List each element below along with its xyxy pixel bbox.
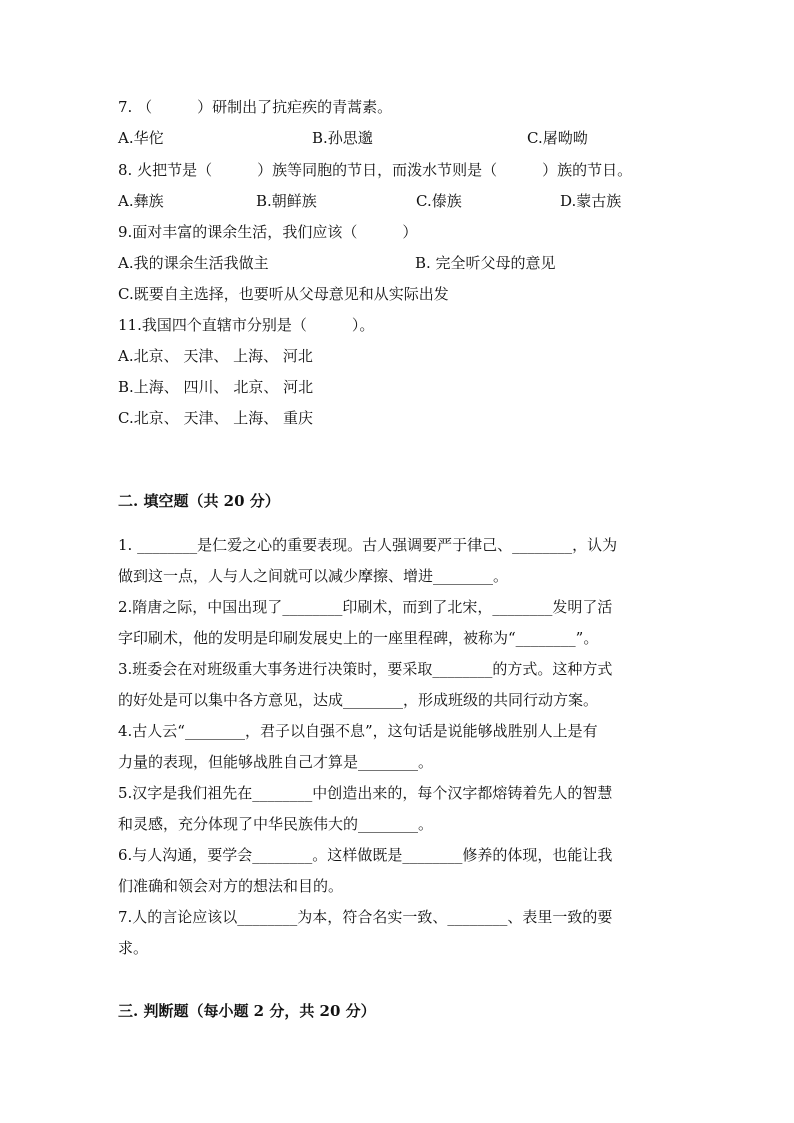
fill-line: 们准确和领会对方的想法和目的。	[118, 877, 344, 895]
fill-line: 7.人的言论应该以________为本，符合名实一致、________、表里一致的要	[118, 908, 613, 926]
fill-line: 3.班委会在对班级重大事务进行决策时，要采取________的方式。这种方式	[118, 660, 613, 678]
q9-option-b: B. 完全听父母的意见	[415, 254, 556, 272]
section-3-title: 三. 判断题（每小题 2 分，共 20 分）	[118, 1002, 376, 1020]
q7-option-a: A.华佗	[118, 129, 164, 147]
fill-line: 4.古人云“________，君子以自强不息”，这句话是说能够战胜别人上是有	[118, 722, 598, 740]
q7-option-c: C.屠呦呦	[527, 129, 588, 147]
fill-line: 2.隋唐之际，中国出现了________印刷术，而到了北宋，________发明了活	[118, 598, 613, 616]
question-9: 9.面对丰富的课余生活，我们应该（ ）	[118, 223, 418, 241]
fill-line: 6.与人沟通，要学会________。这样做既是________修养的体现，也能让我	[118, 846, 613, 864]
question-11: 11.我国四个直辖市分别是（ ）。	[118, 316, 375, 334]
q8-option-a: A.彝族	[118, 192, 164, 210]
q8-option-b: B.朝鲜族	[256, 192, 317, 210]
fill-line: 力量的表现，但能够战胜自己才算是________。	[118, 753, 434, 771]
q11-option-c: C.北京、 天津、 上海、 重庆	[118, 409, 314, 427]
question-7: 7. （ ）研制出了抗疟疾的青蒿素。	[118, 98, 393, 116]
q8-option-d: D.蒙古族	[560, 192, 622, 210]
fill-line: 5.汉字是我们祖先在________中创造出来的，每个汉字都熔铸着先人的智慧	[118, 784, 613, 802]
q9-option-c: C.既要自主选择，也要听从父母意见和从实际出发	[118, 285, 449, 303]
fill-line: 求。	[118, 939, 149, 957]
question-8: 8. 火把节是（ ）族等同胞的节日，而泼水节则是（ ）族的节日。	[118, 161, 633, 179]
fill-line: 和灵感，充分体现了中华民族伟大的________。	[118, 815, 434, 833]
q7-option-b: B.孙思邈	[312, 129, 373, 147]
fill-line: 1. ________是仁爱之心的重要表现。古人强调要严于律己、________，认为	[118, 536, 618, 554]
fill-line: 字印刷术，他的发明是印刷发展史上的一座里程碑，被称为“________”。	[118, 629, 599, 647]
q8-option-c: C.傣族	[416, 192, 462, 210]
q11-option-a: A.北京、 天津、 上海、 河北	[118, 347, 313, 365]
fill-line: 做到这一点，人与人之间就可以减少摩擦、增进________。	[118, 567, 509, 585]
q9-option-a: A.我的课余生活我做主	[118, 254, 269, 272]
fill-line: 的好处是可以集中各方意见，达成________，形成班级的共同行动方案。	[118, 691, 599, 709]
section-2-title: 二. 填空题（共 20 分）	[118, 492, 280, 510]
q11-option-b: B.上海、 四川、 北京、 河北	[118, 378, 314, 396]
